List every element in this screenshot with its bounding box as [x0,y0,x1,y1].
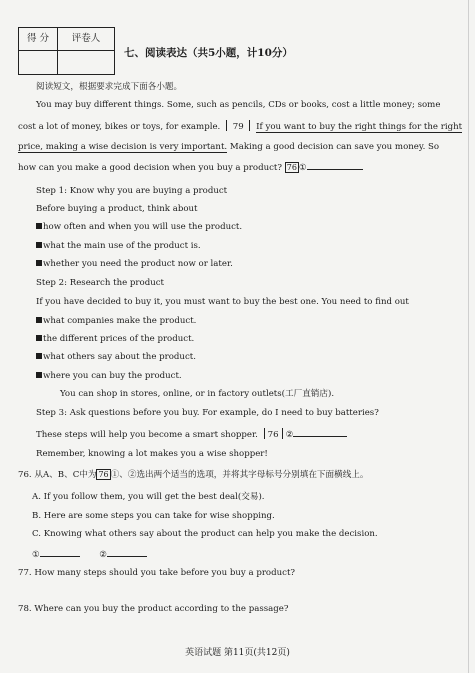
passage-line [18,162,363,174]
answer-line [32,549,147,561]
step-heading: Step 1: Know why you are buying a product [36,186,228,196]
underlined-sentence: price, making a wise decision is very important. [18,142,228,152]
score-table [18,27,115,75]
blank-marker: ① [298,163,307,173]
answer-blank-2[interactable] [107,556,147,557]
underlined-sentence: If you want to buy the right things for the right [256,122,463,132]
bullet-item: where you can buy the product. [36,370,182,382]
bullet-icon [36,317,42,323]
bullet-icon [36,335,42,341]
question-number-mark: 79 [232,122,244,132]
passage-line: Remember, knowing a lot makes you a wise shopper! [36,449,268,459]
passage-line: You may buy different things. Some, such as pencils, CDs or books, cost a little money; some [36,100,441,110]
page-edge [468,0,469,673]
bullet-item: what companies make the product. [36,315,196,327]
score-table-divider [57,50,58,74]
bullet-item: how often and when you will use the product. [36,221,242,233]
bullet-item: what others say about the product. [36,351,196,363]
passage-text: These steps will help you become a smart shopper. [36,430,258,440]
answer-blank-1[interactable] [40,556,80,557]
bullet-item: what the main use of the product is. [36,240,201,252]
question-76-stem: 76. 从A、B、C中为 76 ①、②选出两个适当的选项，并将其字母标号分别填在下面横线上。 [18,470,369,480]
option-a: A. If you follow them, you will get the best deal(交易). [32,492,265,502]
passage-text: Making a good decision can save you money. So [229,142,440,152]
bullet-item: whether you need the product now or later. [36,258,233,270]
passage-line [36,428,347,441]
passage-text: cost a lot of money, bikes or toys, for example. [18,122,221,132]
grader-label: 评卷人 [71,33,101,44]
bullet-icon [36,242,42,248]
section-title: 七、阅读表达（共5小题，计10分） [124,47,293,59]
bullet-item: the different prices of the product. [36,333,194,345]
passage-line: Before buying a product, think about [36,204,198,214]
blank-marker: ② [99,550,107,560]
option-c: C. Knowing what others say about the product can help you make the decision. [32,529,378,539]
question-number-box: 76 [286,163,297,172]
divider [249,120,250,131]
bullet-icon [36,353,42,359]
blank-marker: ② [285,430,294,440]
question-78: 78. Where can you buy the product according to the passage? [18,604,289,614]
answer-blank[interactable] [307,169,363,170]
score-table-header [19,28,114,51]
question-number-mark: 76 [267,430,279,440]
question-number-box: 76 [98,470,109,479]
passage-line: You can shop in stores, online, or in factory outlets(工厂直销店). [60,389,335,399]
score-label: 得 分 [19,28,58,50]
divider [226,120,227,131]
option-b: B. Here are some steps you can take for wise shopping. [32,511,275,521]
answer-blank[interactable] [293,436,347,437]
blank-marker: ① [32,550,40,560]
bullet-icon [36,372,42,378]
step-heading: Step 3: Ask questions before you buy. For example, do I need to buy batteries? [36,408,379,418]
bullet-icon [36,260,42,266]
passage-line [18,141,439,153]
bullet-icon [36,223,42,229]
step-heading: Step 2: Research the product [36,278,165,288]
page-footer: 英语试题 第11页(共12页) [185,648,290,658]
question-77: 77. How many steps should you take before you buy a product? [18,568,296,578]
divider [264,428,265,439]
divider [282,428,283,439]
passage-line: If you have decided to buy it, you must want to buy the best one. You need to find out [36,297,409,307]
passage-line [18,120,462,133]
passage-text: how can you make a good decision when you buy a product? [18,163,282,173]
instruction: 阅读短文，根据要求完成下面各小题。 [36,82,183,92]
